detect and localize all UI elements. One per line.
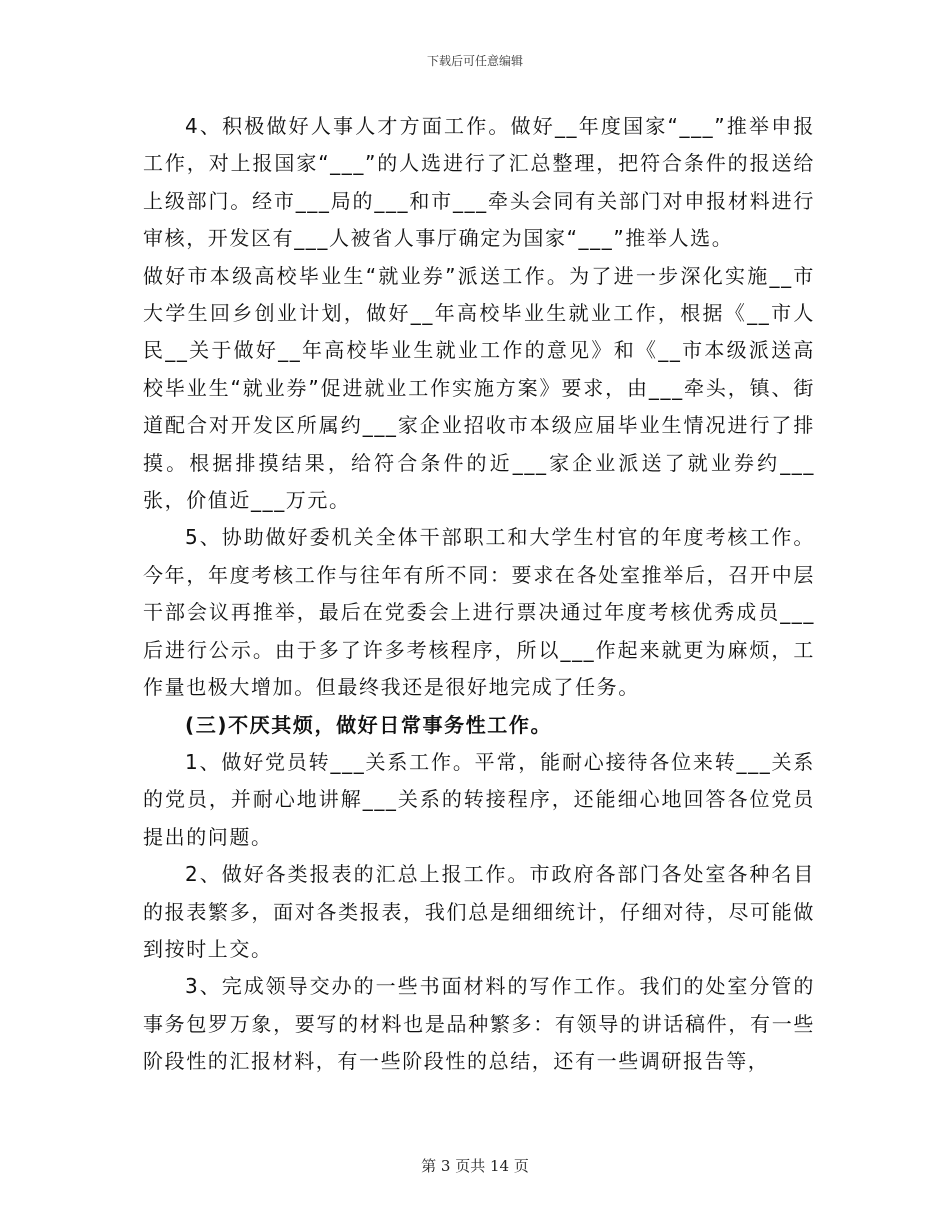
page-header: 下载后可任意编辑 [426,54,523,68]
paragraph-item-4: 4、积极做好人事人才方面工作。做好__年度国家“___”推举申报工作，对上报国家“___”的人选进行了汇总整理，把符合条件的报送给上级部门。经市___局的___和市___牵头会同有关部门对申报材料进行审核，开发区有___人被省人事厅确定为国家“___”推举人选。 [143,114,815,251]
paragraph-item-3: 3、完成领导交办的一些书面材料的写作工作。我们的处室分管的事务包罗万象，要写的材料也是品种繁多：有领导的讲话稿件，有一些阶段性的汇报材料，有一些阶段性的总结，还有一些调研报告等， [143,974,815,1074]
paragraph-item-2: 2、做好各类报表的汇总上报工作。市政府各部门各处室各种名目的报表繁多，面对各类报表，我们总是细细统计，仔细对待，尽可能做到按时上交。 [143,862,815,961]
section-heading: (三)不厌其烦，做好日常事务性工作。 [185,712,553,737]
document-body [143,108,815,1081]
paragraph-employment-voucher: 做好市本级高校毕业生“就业券”派送工作。为了进一步深化实施__市大学生回乡创业计划，做好__年高校毕业生就业工作，根据《__市人民__关于做好__年高校毕业生就业工作的意见》和《__市本级派送高校毕业生“就业券”促进就业工作实施方案》要求，由___牵头，镇、街道配合对开发区所属约___家企业招收市本级应届毕业生情况进行了排摸。根据排摸结果，给符合条件的近___家企业派送了就业券约___张，价值近___万元。 [143,263,816,513]
paragraph-item-1: 1、做好党员转___关系工作。平常，能耐心接待各位来转___关系的党员，并耐心地讲解___关系的转接程序，还能细心地回答各位党员提出的问题。 [143,749,815,849]
page-footer: 第 3 页共 14 页 [421,1157,529,1175]
paragraph-item-5: 5、协助做好委机关全体干部职工和大学生村官的年度考核工作。今年，年度考核工作与往年有所不同：要求在各处室推举后，召开中层干部会议再推举，最后在党委会上进行票决通过年度考核优秀成员___后进行公示。由于多了许多考核程序，所以___作起来就更为麻烦，工作量也极大增加。但最终我还是很好地完成了任务。 [143,525,815,700]
